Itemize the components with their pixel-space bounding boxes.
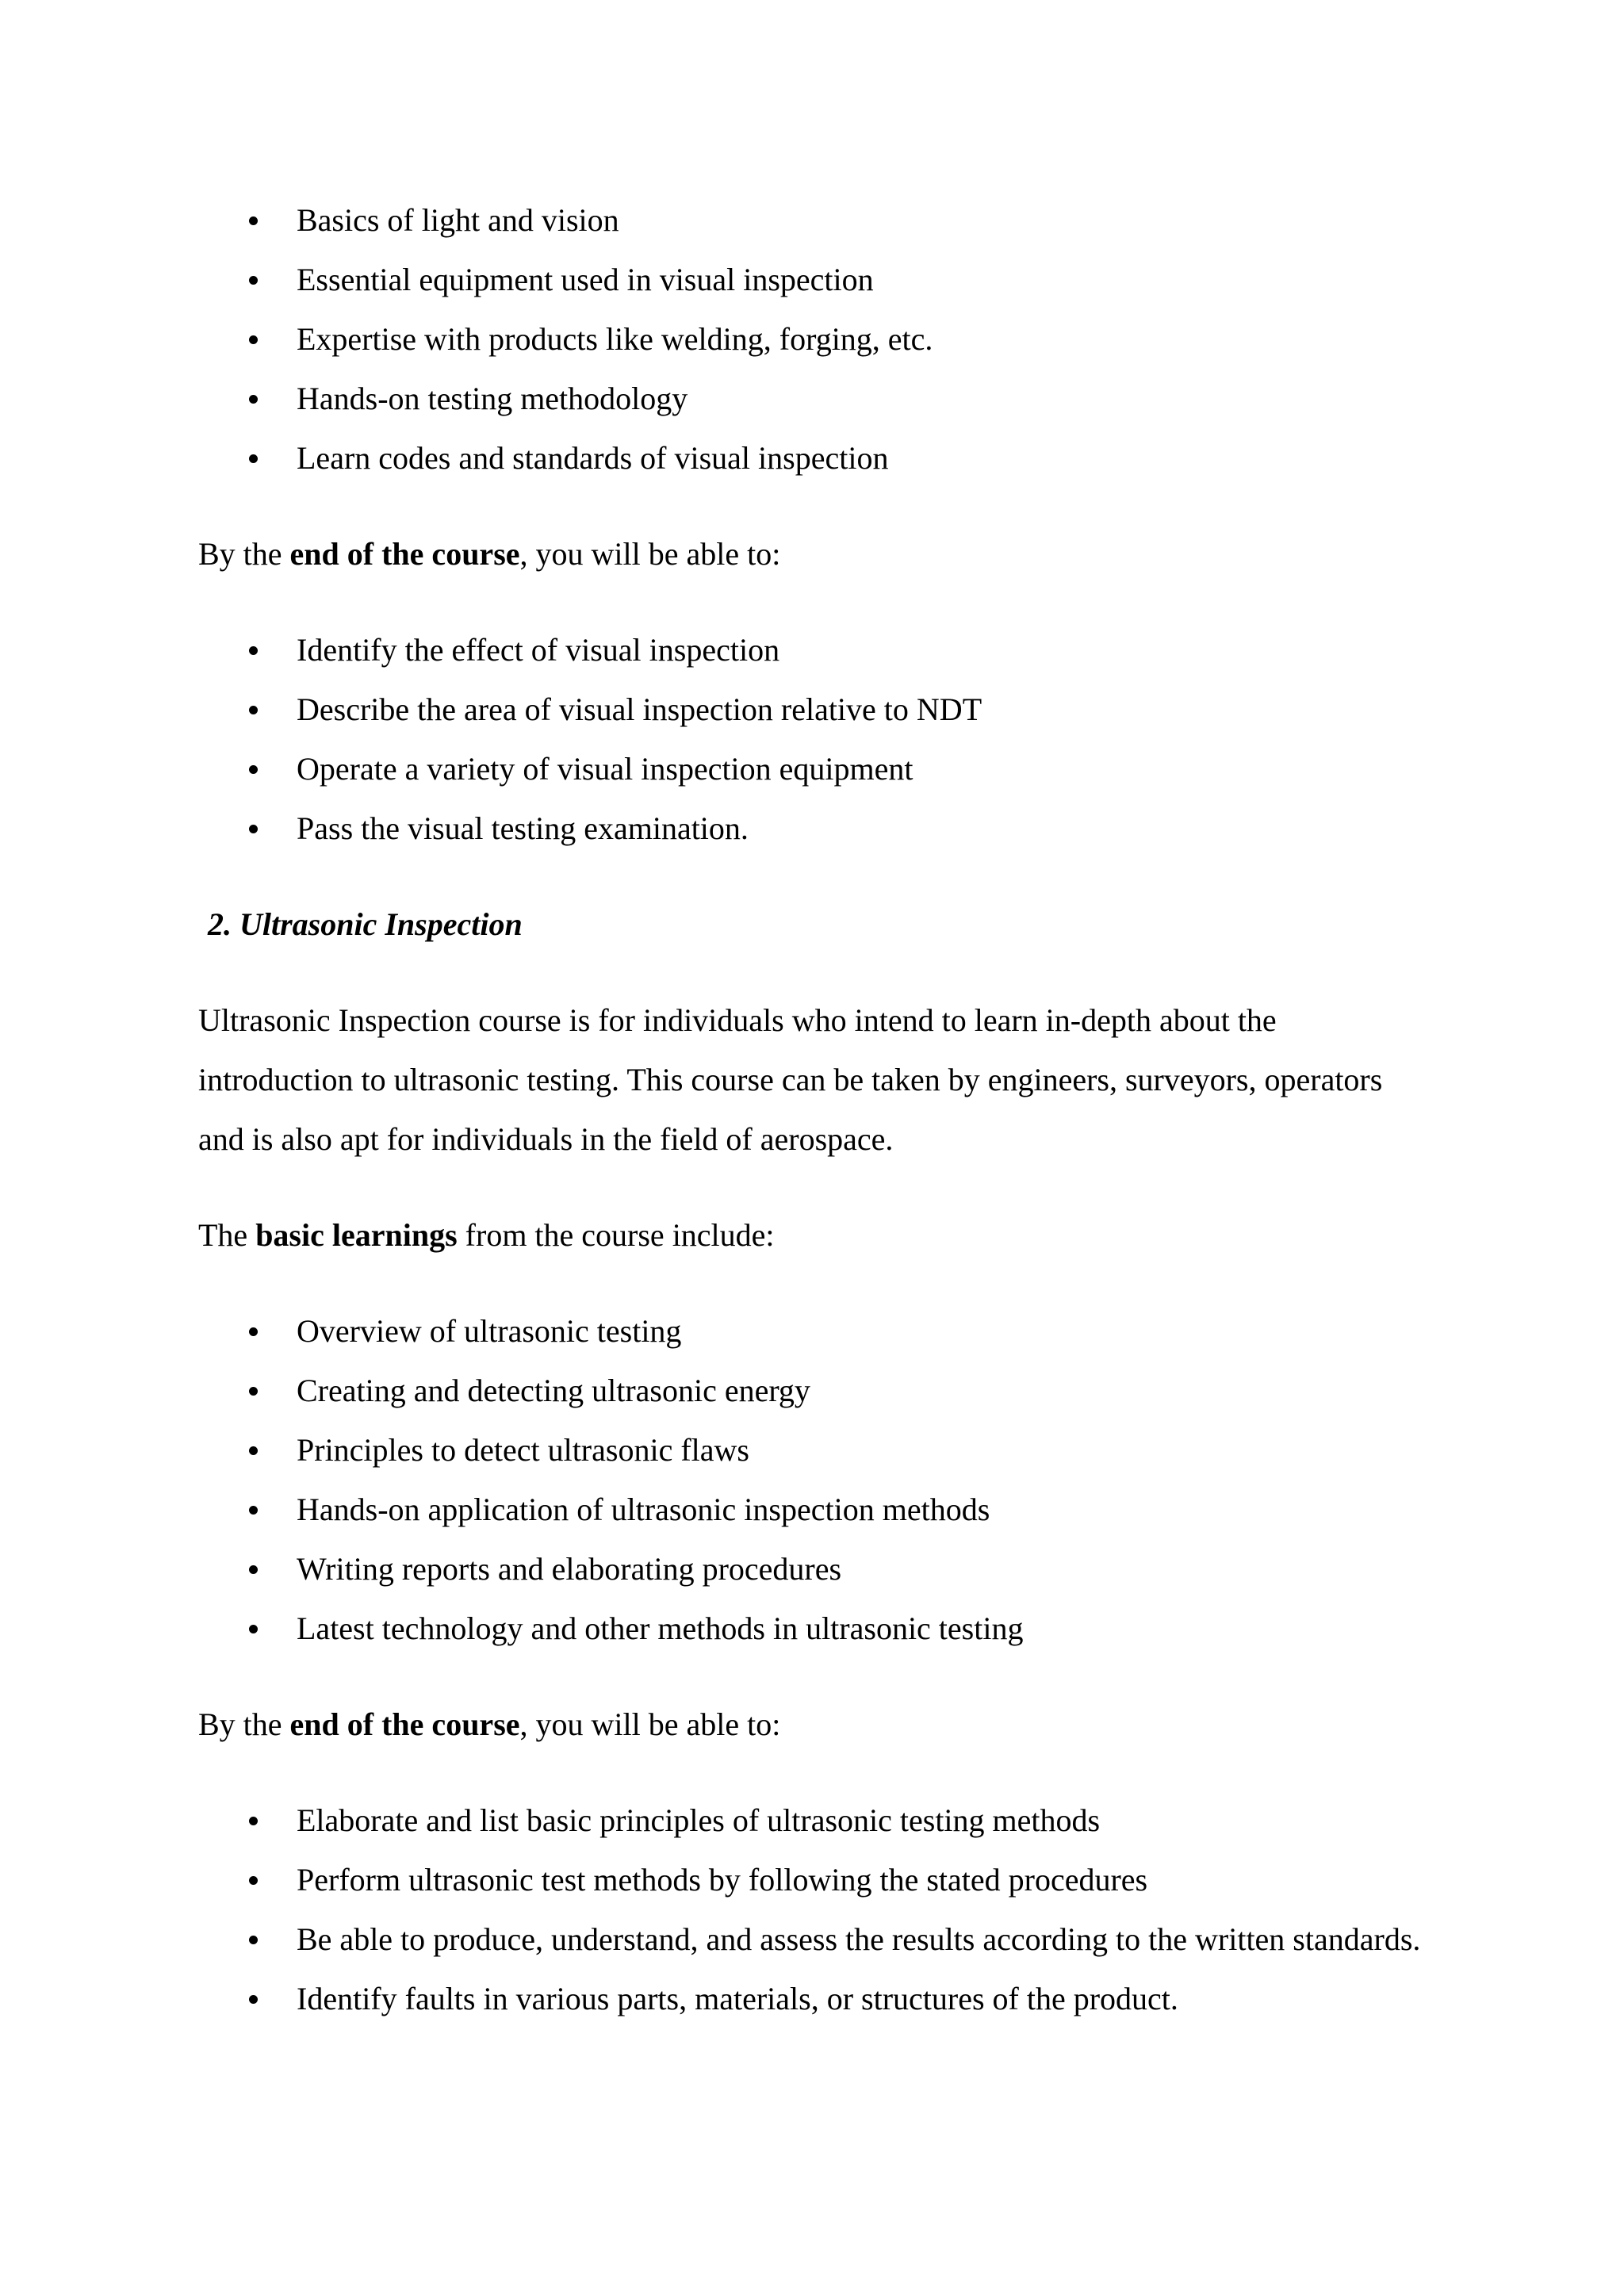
list-item: Basics of light and vision <box>198 190 1435 250</box>
bullet-icon <box>249 1936 258 1944</box>
section-heading-ultrasonic: 2. Ultrasonic Inspection <box>208 906 523 942</box>
bullet-icon <box>249 1387 258 1396</box>
bullet-icon <box>249 765 258 774</box>
bullet-icon <box>249 276 258 285</box>
visual-outcomes-list <box>198 620 1435 858</box>
bullet-icon <box>249 1446 258 1455</box>
list-item: Essential equipment used in visual inspection <box>198 250 1435 309</box>
list-item: Overview of ultrasonic testing <box>198 1301 1435 1361</box>
bullet-icon <box>249 1506 258 1515</box>
bullet-icon <box>249 1327 258 1336</box>
list-item: Be able to produce, understand, and assess the results according to the written standards. <box>198 1909 1435 1969</box>
list-item: Perform ultrasonic test methods by following the stated procedures <box>198 1850 1435 1909</box>
list-item: Pass the visual testing examination. <box>198 798 1435 858</box>
bullet-icon <box>249 646 258 655</box>
bullet-icon <box>249 1876 258 1885</box>
list-item: Identify the effect of visual inspection <box>198 620 1435 680</box>
list-item: Operate a variety of visual inspection equipment <box>198 739 1435 798</box>
basic-learnings-intro: The basic learnings from the course include: <box>198 1217 775 1253</box>
bullet-icon <box>249 1995 258 2004</box>
ultrasonic-outcomes-list <box>198 1790 1435 2028</box>
bullet-icon <box>249 216 258 225</box>
end-of-course-intro-ultrasonic: By the end of the course, you will be able to: <box>198 1706 781 1742</box>
end-of-course-intro-visual: By the end of the course, you will be able to: <box>198 536 781 572</box>
bullet-icon <box>249 1565 258 1574</box>
list-item: Latest technology and other methods in ultrasonic testing <box>198 1599 1435 1658</box>
bullet-icon <box>249 825 258 833</box>
ultrasonic-basics-list <box>198 1301 1435 1658</box>
list-item: Creating and detecting ultrasonic energy <box>198 1361 1435 1420</box>
list-item: Writing reports and elaborating procedures <box>198 1539 1435 1599</box>
bullet-icon <box>249 454 258 463</box>
bullet-icon <box>249 1817 258 1825</box>
ultrasonic-intro-paragraph: Ultrasonic Inspection course is for individuals who intend to learn in-depth about the introduction to ultrasonic testing. This course can be taken by engineers, surveyors, operators and is also apt for individuals in the field of aerospace. <box>198 1002 1383 1157</box>
list-item: Identify faults in various parts, materials, or structures of the product. <box>198 1969 1435 2028</box>
list-item: Elaborate and list basic principles of ultrasonic testing methods <box>198 1790 1435 1850</box>
list-item: Describe the area of visual inspection relative to NDT <box>198 680 1435 739</box>
list-item: Hands-on testing methodology <box>198 369 1435 428</box>
list-item: Hands-on application of ultrasonic inspection methods <box>198 1480 1435 1539</box>
visual-basics-list <box>198 190 1435 488</box>
list-item: Principles to detect ultrasonic flaws <box>198 1420 1435 1480</box>
bullet-icon <box>249 395 258 404</box>
bullet-icon <box>249 335 258 344</box>
document-page <box>198 190 1435 2028</box>
list-item: Learn codes and standards of visual inspection <box>198 428 1435 488</box>
bullet-icon <box>249 1625 258 1633</box>
list-item: Expertise with products like welding, forging, etc. <box>198 309 1435 369</box>
bullet-icon <box>249 706 258 714</box>
